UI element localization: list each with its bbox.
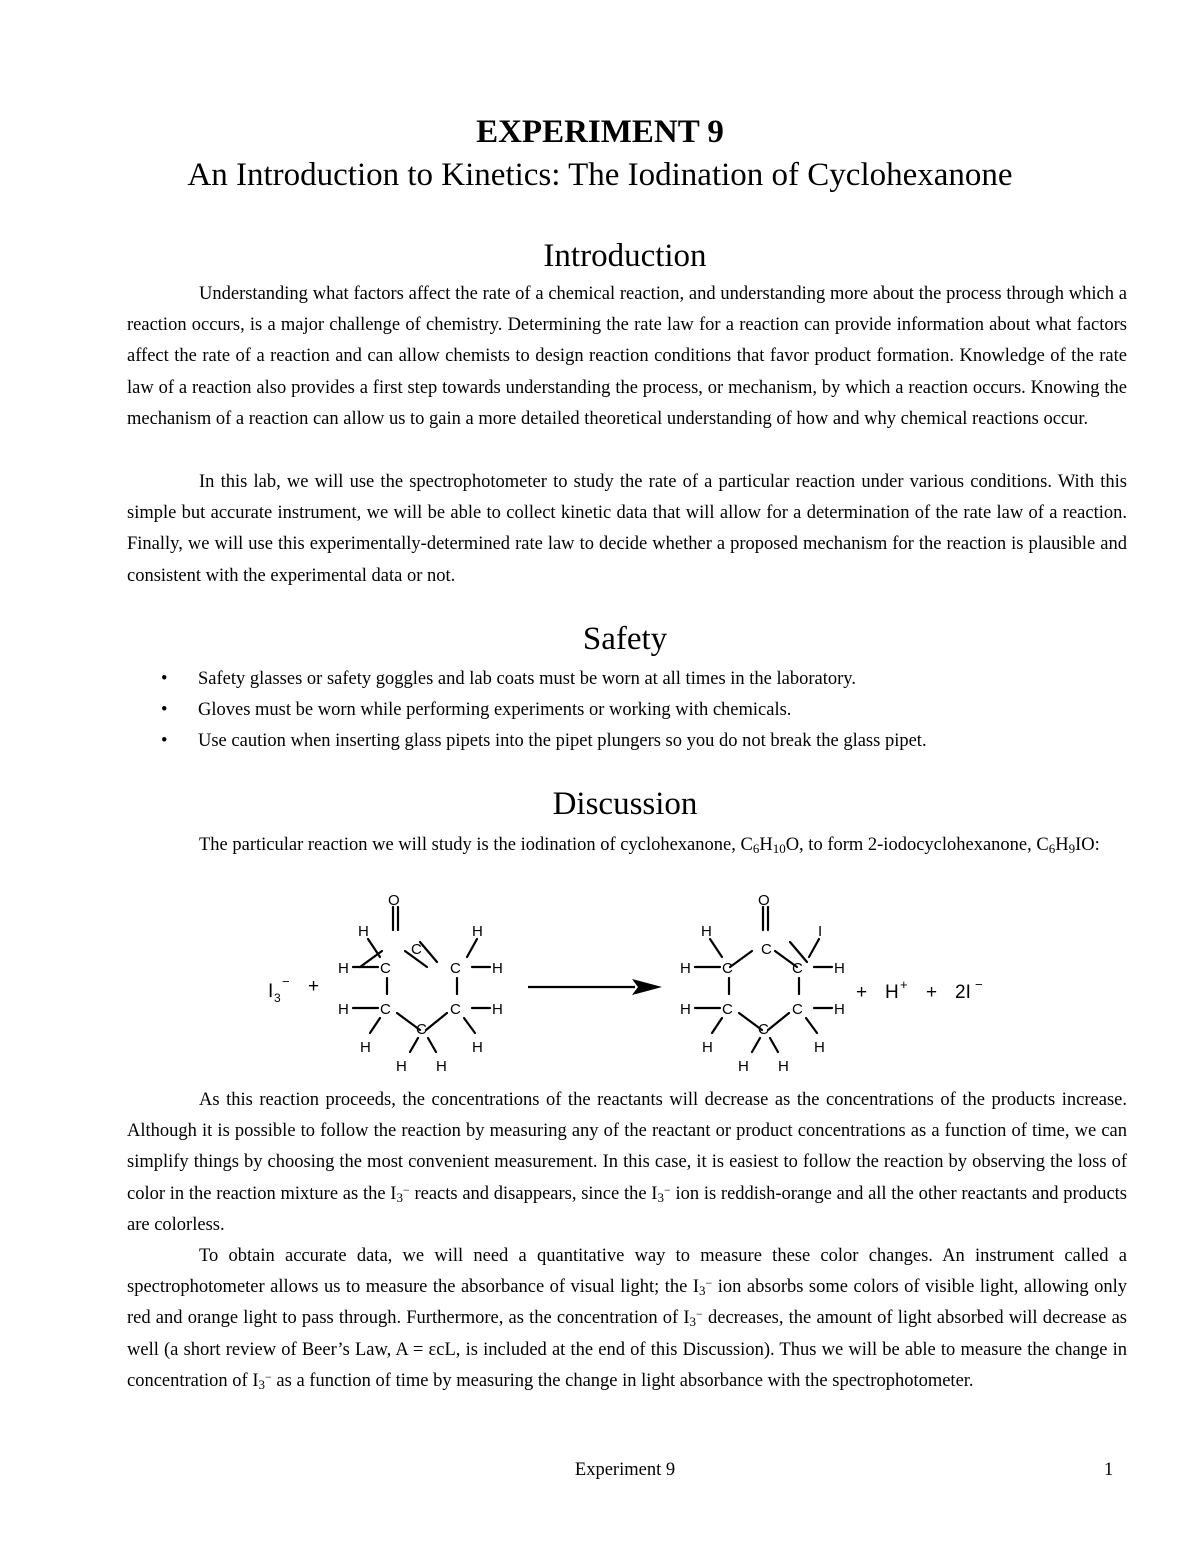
safety-item-text: Gloves must be worn while performing experiments or working with chemicals. bbox=[198, 700, 792, 721]
reactant-iodine-charge: − bbox=[282, 974, 290, 989]
text-run: H bbox=[759, 835, 773, 855]
superscript: − bbox=[705, 1276, 713, 1291]
product-iodide-charge: − bbox=[975, 977, 983, 992]
atom-h: H bbox=[396, 1058, 407, 1075]
atom-c: C bbox=[450, 960, 461, 977]
atom-h: H bbox=[472, 923, 483, 940]
discussion-paragraph-2 bbox=[127, 1085, 1127, 1241]
atom-h: H bbox=[360, 1039, 371, 1056]
superscript: − bbox=[696, 1307, 703, 1322]
atom-c: C bbox=[416, 1021, 427, 1038]
atom-h: H bbox=[436, 1058, 447, 1075]
introduction-paragraph-2: In this lab, we will use the spectrophotometer to study the rate of a particular reaction under various conditions. With this simple but accurate instrument, we will be able to collect kinetic data that will allow for a determination of the rate law of a reaction. Finally, we will use this experimentally-determined rate law to decide whether a proposed mechanism for the reaction is plausible and consistent with the experimental data or not. bbox=[127, 472, 1127, 586]
experiment-number: EXPERIMENT 9 bbox=[476, 114, 724, 150]
atom-h: H bbox=[814, 1039, 825, 1056]
atom-h: H bbox=[680, 1001, 691, 1018]
experiment-subtitle: An Introduction to Kinetics: The Iodination of Cyclohexanone bbox=[187, 157, 1013, 193]
atom-h: H bbox=[738, 1058, 749, 1075]
product-iodide-symbol: 2I bbox=[955, 982, 971, 1003]
atom-h: H bbox=[472, 1039, 483, 1056]
text-run: as a function of time by measuring the change in light absorbance with the spectrophotometer. bbox=[271, 1370, 974, 1391]
text-run: H bbox=[1055, 835, 1069, 855]
safety-item bbox=[127, 726, 1127, 757]
discussion-paragraph-1 bbox=[127, 830, 1127, 861]
atom-h: H bbox=[338, 1001, 349, 1018]
safety-list bbox=[127, 664, 1127, 758]
bullet-marker: • bbox=[161, 669, 168, 689]
atom-h: H bbox=[778, 1058, 789, 1075]
text-run: ion is reddish-orange and all the other reactants and products are colorless. bbox=[127, 1183, 1128, 1235]
safety-item bbox=[127, 664, 1127, 695]
safety-item bbox=[127, 695, 1127, 726]
superscript: − bbox=[265, 1369, 272, 1384]
bullet-marker: • bbox=[161, 731, 168, 752]
atom-c: C bbox=[792, 960, 803, 977]
reactant-iodine-symbol: I bbox=[268, 981, 274, 1002]
product-proton-charge: + bbox=[900, 977, 908, 992]
discussion-paragraph-3 bbox=[127, 1241, 1127, 1397]
atom-i: I bbox=[818, 923, 823, 940]
atom-c: C bbox=[380, 960, 391, 977]
atom-h: H bbox=[701, 923, 712, 940]
atom-h: H bbox=[834, 960, 845, 977]
text-run: reacts and disappears, since the I bbox=[409, 1183, 658, 1204]
safety-item-text: Use caution when inserting glass pipets into the pipet plungers so you do not break the glass pipet. bbox=[198, 731, 927, 752]
atom-c: C bbox=[792, 1001, 803, 1018]
atom-o: O bbox=[388, 892, 400, 909]
atom-h: H bbox=[358, 923, 369, 940]
atom-h: H bbox=[834, 1001, 845, 1018]
plus-sign: + bbox=[308, 976, 320, 997]
subscript: 3 bbox=[258, 1376, 265, 1392]
subscript: 3 bbox=[657, 1189, 664, 1205]
atom-h: H bbox=[680, 960, 691, 977]
reactant-iodine-subscript: 3 bbox=[274, 991, 281, 1005]
atom-c: C bbox=[758, 1021, 769, 1038]
introduction-paragraph-1: Understanding what factors affect the rate of a chemical reaction, and understanding more about the process through which a reaction occurs, is a major challenge of chemistry. Determining the rate law for a reaction can provide information about what factors affect the rate of a reaction and can allow chemists to design reaction conditions that favor product formation. Knowledge of the rate law of a reaction also provides a first step towards understanding the process, or mechanism, by which a reaction occurs. Knowing the mechanism of a reaction can allow us to gain a more detailed theoretical understanding of how and why chemical reactions occur. bbox=[127, 284, 1127, 429]
subscript: 3 bbox=[689, 1314, 697, 1330]
text-run: O, to form 2-iodocyclohexanone, C bbox=[785, 835, 1049, 855]
atom-c: C bbox=[761, 941, 772, 958]
bullet-marker: • bbox=[161, 700, 168, 721]
subscript: 3 bbox=[699, 1283, 706, 1299]
reaction-arrow-head bbox=[632, 979, 662, 995]
text-run: As this reaction proceeds, the concentrations of the reactants will decrease as the concentrations of the products increase. Although it is possible to follow the reaction by measuring any of the reactant or product concentrations as a function of time, we can simplify things by choosing the most convenient measurement. In this case, it is easiest to follow the reaction by observing the loss of color in the reaction mixture as the I bbox=[127, 1090, 1127, 1204]
subscript: 9 bbox=[1068, 841, 1076, 856]
atom-h: H bbox=[492, 1001, 503, 1018]
discussion-heading: Discussion bbox=[552, 786, 698, 822]
atom-c: C bbox=[722, 960, 733, 977]
atom-c: C bbox=[380, 1001, 391, 1018]
subscript: 6 bbox=[752, 841, 760, 856]
atom-c: C bbox=[722, 1001, 733, 1018]
text-run: To obtain accurate data, we will need a quantitative way to measure these color changes. An instrument called a spectrophotometer allows us to measure the absorbance of visual light; the I bbox=[127, 1246, 1127, 1298]
safety-item-text: Safety glasses or safety goggles and lab coats must be worn at all times in the laboratory. bbox=[198, 669, 856, 689]
atom-c: C bbox=[411, 941, 422, 958]
atom-h: H bbox=[702, 1039, 713, 1056]
safety-heading: Safety bbox=[582, 621, 668, 657]
introduction-heading: Introduction bbox=[543, 238, 707, 274]
atom-h: H bbox=[338, 960, 349, 977]
footer-label: Experiment 9 bbox=[574, 1460, 676, 1480]
atom-h: H bbox=[492, 960, 503, 977]
plus-sign: + bbox=[856, 982, 868, 1003]
text-run: IO: bbox=[1075, 835, 1100, 855]
plus-sign: + bbox=[926, 982, 938, 1003]
text-run: ion absorbs some colors of visible light, allowing only red and orange light to pass through. Furthermore, as the concentration of I bbox=[127, 1277, 1127, 1329]
subscript: 6 bbox=[1048, 841, 1056, 856]
superscript: − bbox=[402, 1182, 410, 1197]
text-run: The particular reaction we will study is the iodination of cyclohexanone, C bbox=[199, 835, 753, 855]
product-proton-symbol: H bbox=[885, 982, 899, 1003]
atom-c: C bbox=[450, 1001, 461, 1018]
superscript: − bbox=[663, 1182, 671, 1197]
text-run: decreases, the amount of light absorbed will decrease as well (a short review of Beer’s Law, A = εcL, is included at the end of this Discussion). Thus we will be able to measure the change in concentration of I bbox=[127, 1308, 1127, 1391]
iodination-reaction-diagram bbox=[250, 890, 1010, 1080]
subscript: 10 bbox=[772, 841, 786, 856]
atom-o: O bbox=[758, 892, 770, 909]
page-number: 1 bbox=[1104, 1460, 1114, 1480]
subscript: 3 bbox=[396, 1189, 403, 1205]
